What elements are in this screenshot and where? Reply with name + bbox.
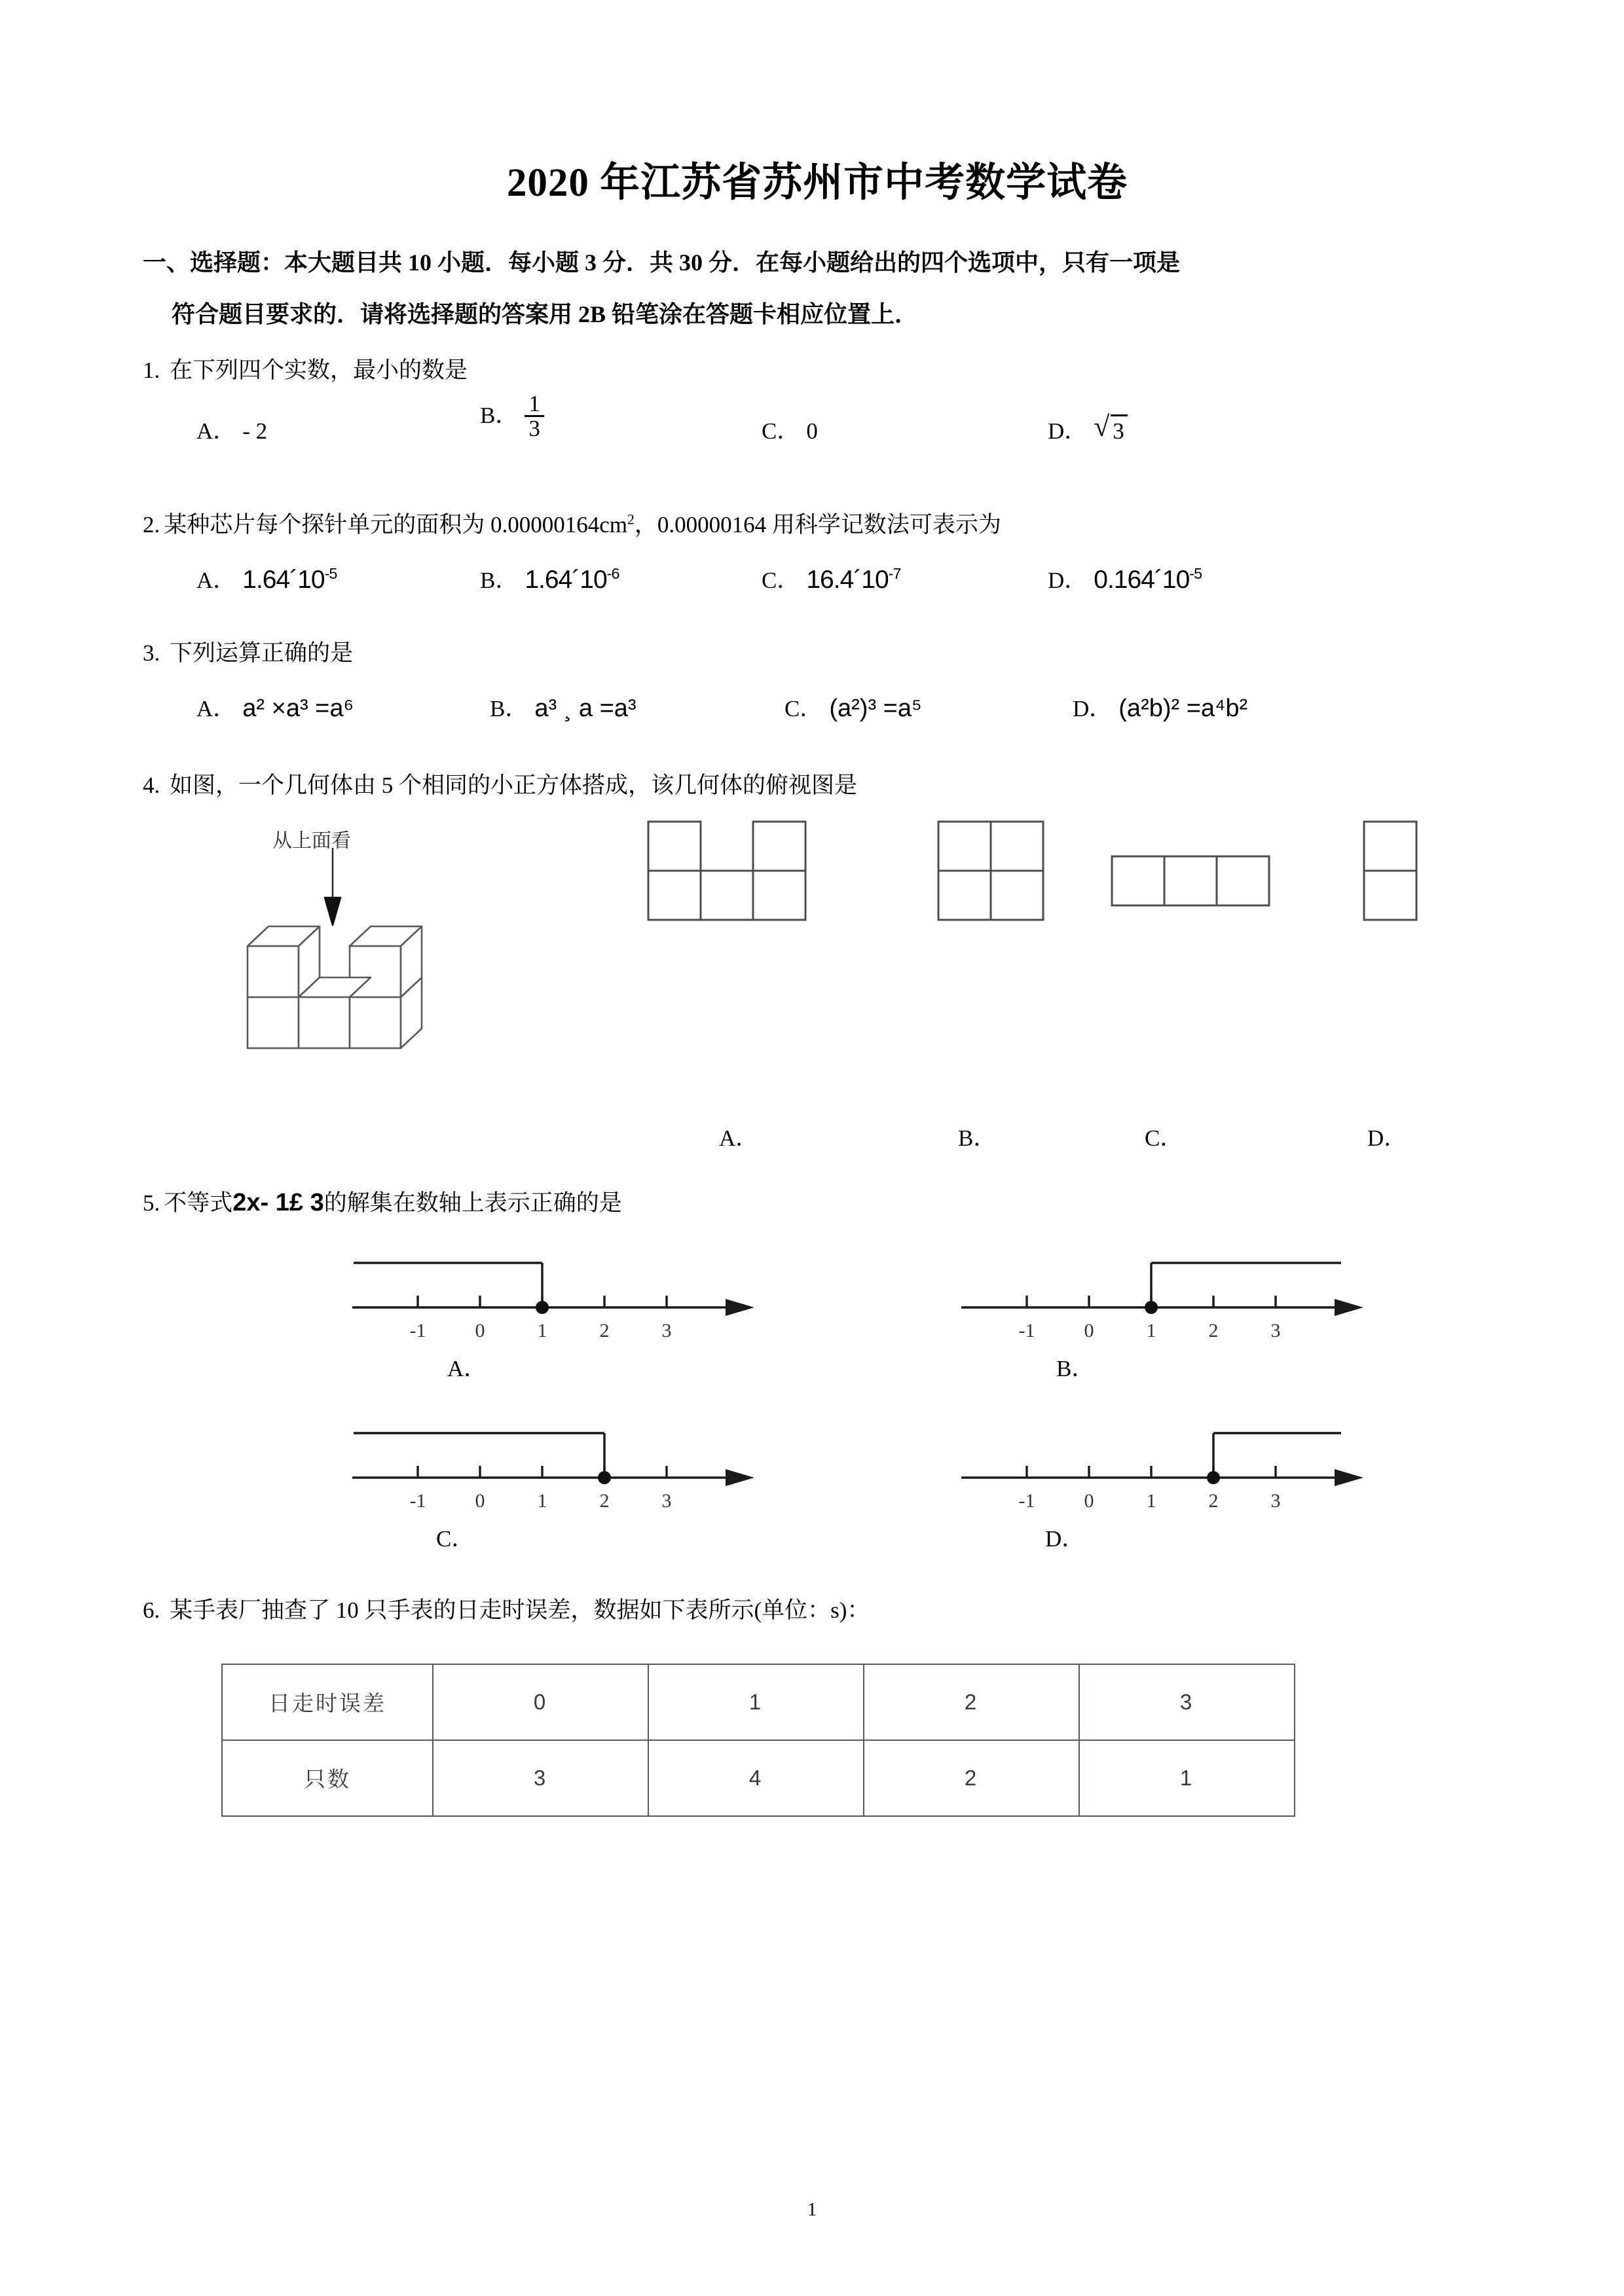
table-cell-count-2: 2 <box>864 1740 1079 1816</box>
option-a-label: A． <box>196 696 236 722</box>
svg-text:3: 3 <box>1270 1489 1281 1512</box>
page-title: 2020 年江苏省苏州市中考数学试卷 <box>506 161 1128 205</box>
question-2-options <box>143 562 1492 615</box>
mantissa: 0.164 <box>1094 566 1154 594</box>
svg-text:0: 0 <box>475 1319 485 1341</box>
exponent: -6 <box>606 565 619 583</box>
question-5-label-a: A． <box>447 1355 487 1381</box>
question-3-text: 下列运算正确的是 <box>170 640 354 666</box>
watch-error-table <box>221 1664 1295 1817</box>
question-6-table-wrapper <box>143 1664 1492 1817</box>
svg-text:3: 3 <box>661 1319 672 1341</box>
question-5-numberlines-row-1 <box>143 1235 1492 1399</box>
option-c-value: 0 <box>806 418 818 445</box>
svg-text:1: 1 <box>1146 1319 1156 1341</box>
question-2-option-d[interactable] <box>1048 562 1202 595</box>
option-b-label: B． <box>480 568 519 594</box>
option-b-value <box>525 566 619 594</box>
option-d-label: D． <box>1048 568 1088 594</box>
svg-text:-1: -1 <box>409 1319 426 1341</box>
svg-text:0: 0 <box>475 1489 485 1512</box>
table-cell-error-1: 1 <box>648 1664 864 1740</box>
section-instruction-line-1: 一、选择题：本大题目共 10 小题．每小题 3 分．共 30 分．在每小题给出的四个选项中，只有一项是 <box>143 249 1181 276</box>
option-a-value <box>242 566 337 594</box>
question-4-label-a: A． <box>719 1125 759 1152</box>
option-c-shape-one-by-three-grid[interactable] <box>1102 809 1292 939</box>
option-c-label: C． <box>762 568 800 594</box>
option-d-shape-one-by-two-grid[interactable] <box>1348 809 1439 939</box>
section-instruction-line-2: 符合题目要求的．请将选择题的答案用 2B 铅笔涂在答题卡相应位置上． <box>172 301 919 328</box>
radicand: 3 <box>1111 414 1128 445</box>
question-3-option-d[interactable] <box>1073 691 1247 723</box>
option-d-value <box>1094 566 1202 594</box>
base: 10 <box>1162 566 1190 594</box>
svg-text:2: 2 <box>1208 1319 1219 1341</box>
question-2-superscript: 2 <box>627 511 635 528</box>
cube-solid-figure <box>228 809 503 1084</box>
times-glyph: ´ <box>1154 566 1162 594</box>
base: 10 <box>861 566 889 594</box>
question-1-option-b[interactable] <box>480 393 544 441</box>
question-3-option-a[interactable] <box>196 691 354 723</box>
table-cell-error-0: 0 <box>433 1664 648 1740</box>
question-1-option-a[interactable] <box>196 413 267 446</box>
table-cell-count-3: 1 <box>1079 1740 1295 1816</box>
question-5-number: 5. <box>143 1190 160 1216</box>
question-2-option-b[interactable] <box>480 562 619 595</box>
base: 10 <box>297 566 325 594</box>
option-c-value: (a²)³ =a⁵ <box>829 695 922 723</box>
exponent: -7 <box>888 565 901 583</box>
svg-text:3: 3 <box>1270 1319 1281 1341</box>
question-5-label-c: C． <box>436 1525 475 1552</box>
question-3-options <box>143 691 1492 743</box>
question-5-text-prefix: 不等式 <box>164 1190 233 1216</box>
svg-text:1: 1 <box>1146 1489 1156 1512</box>
numberline-option-a[interactable] <box>339 1235 758 1347</box>
view-from-above-label: 从上面看 <box>272 830 351 852</box>
svg-text:-1: -1 <box>409 1489 426 1512</box>
radical-sign-icon: √ <box>1094 411 1110 443</box>
option-b-value: a³ ¸ a =a³ <box>534 695 637 723</box>
question-1-text: 在下列四个实数，最小的数是 <box>170 357 468 384</box>
svg-text:2: 2 <box>1208 1489 1219 1512</box>
question-5-inequality: 2x- 1£ 3 <box>232 1189 324 1217</box>
base: 10 <box>580 566 607 594</box>
option-d-label: D． <box>1073 696 1113 722</box>
mantissa: 1.64 <box>242 566 290 594</box>
svg-text:1: 1 <box>537 1489 547 1512</box>
table-cell-count-1: 4 <box>648 1740 864 1816</box>
question-2-stem <box>143 511 1492 539</box>
question-2-option-c[interactable] <box>762 562 900 595</box>
svg-text:2: 2 <box>599 1489 610 1512</box>
question-6-text: 某手表厂抽查了 10 只手表的日走时误差，数据如下表所示(单位：s)： <box>170 1597 870 1623</box>
mantissa: 16.4 <box>806 566 854 594</box>
svg-text:-1: -1 <box>1018 1489 1035 1512</box>
svg-text:-1: -1 <box>1018 1319 1035 1341</box>
question-5-text-suffix: 的解集在数轴上表示正确的是 <box>323 1190 622 1216</box>
question-4-label-c: C． <box>1145 1125 1183 1152</box>
times-glyph: ´ <box>289 566 298 594</box>
question-4-label-b: B． <box>958 1125 997 1152</box>
question-1-stem <box>143 357 1492 384</box>
numberline-option-c[interactable] <box>339 1406 758 1517</box>
question-2-text-part-2: 0.00000164 用科学记数法可表示为 <box>657 512 1001 538</box>
section-instructions <box>143 251 1492 326</box>
table-cell-count-0: 3 <box>433 1740 648 1816</box>
option-a-shape-u-grid[interactable] <box>642 809 819 939</box>
question-3-option-b[interactable] <box>490 691 637 723</box>
option-b-label: B． <box>490 696 528 722</box>
question-1-options <box>143 391 1492 485</box>
svg-text:1: 1 <box>537 1319 547 1341</box>
svg-text:0: 0 <box>1084 1489 1094 1512</box>
question-5-label-b: B． <box>1056 1355 1095 1381</box>
question-4-option-labels <box>143 1120 1492 1159</box>
square-root-of-three <box>1094 411 1128 445</box>
numberline-option-d[interactable] <box>948 1406 1367 1517</box>
fraction-numerator: 1 <box>528 391 540 417</box>
svg-text:0: 0 <box>1084 1319 1094 1341</box>
numberline-option-b[interactable] <box>948 1235 1367 1347</box>
svg-text:3: 3 <box>661 1489 672 1512</box>
fraction-denominator: 3 <box>525 415 544 440</box>
table-cell-error-3: 3 <box>1079 1664 1295 1740</box>
question-2-option-a[interactable] <box>196 562 337 595</box>
question-4-stem <box>143 772 1492 799</box>
table-row <box>222 1740 1295 1816</box>
option-c-value <box>806 566 900 594</box>
option-a-label: A． <box>196 568 236 594</box>
mantissa: 1.64 <box>525 566 572 594</box>
question-2-comma: ， <box>634 512 657 538</box>
question-6-stem <box>143 1597 1492 1624</box>
question-4-figures <box>143 809 1492 1116</box>
option-a-value: - 2 <box>242 418 268 445</box>
option-d-value: (a²b)² =a⁴b² <box>1118 695 1248 723</box>
page-number: 1 <box>807 2200 817 2220</box>
page-content <box>143 0 1492 1817</box>
exponent: -5 <box>1189 565 1202 583</box>
question-3-number: 3. <box>143 640 160 666</box>
option-c-label: C． <box>762 418 800 445</box>
question-4-label-d: D． <box>1367 1125 1407 1152</box>
question-5-stem <box>143 1188 1492 1218</box>
option-a-label: A． <box>196 418 236 445</box>
svg-text:2: 2 <box>599 1319 610 1341</box>
question-6-number: 6. <box>143 1597 160 1623</box>
question-3-stem <box>143 640 1492 667</box>
table-row <box>222 1664 1295 1740</box>
option-c-label: C． <box>784 696 823 722</box>
option-d-label: D． <box>1048 418 1088 445</box>
option-b-label: B． <box>480 402 519 428</box>
option-b-shape-two-by-two-grid[interactable] <box>925 809 1056 939</box>
question-2-number: 2. <box>143 512 160 538</box>
table-cell-error-2: 2 <box>864 1664 1079 1740</box>
question-1-number: 1. <box>143 357 160 384</box>
table-row-header-count: 只数 <box>222 1740 433 1816</box>
question-1-option-c[interactable] <box>762 413 818 446</box>
question-4-number: 4. <box>143 773 160 799</box>
question-2-text-part-1: 某种芯片每个探针单元的面积为 0.00000164cm <box>164 512 628 538</box>
fraction-one-third <box>525 392 544 440</box>
question-3-option-c[interactable] <box>784 691 922 723</box>
question-1-option-d[interactable] <box>1048 413 1128 446</box>
times-glyph: ´ <box>853 566 862 594</box>
question-4-text: 如图，一个几何体由 5 个相同的小正方体搭成，该几何体的俯视图是 <box>170 773 858 799</box>
exponent: -5 <box>324 565 337 583</box>
question-5-label-d: D． <box>1045 1525 1085 1552</box>
option-a-value: a² ×a³ =a⁶ <box>242 695 354 723</box>
table-row-header-error: 日走时误差 <box>222 1664 433 1740</box>
times-glyph: ´ <box>572 566 580 594</box>
question-5-numberlines-row-2 <box>143 1406 1492 1569</box>
